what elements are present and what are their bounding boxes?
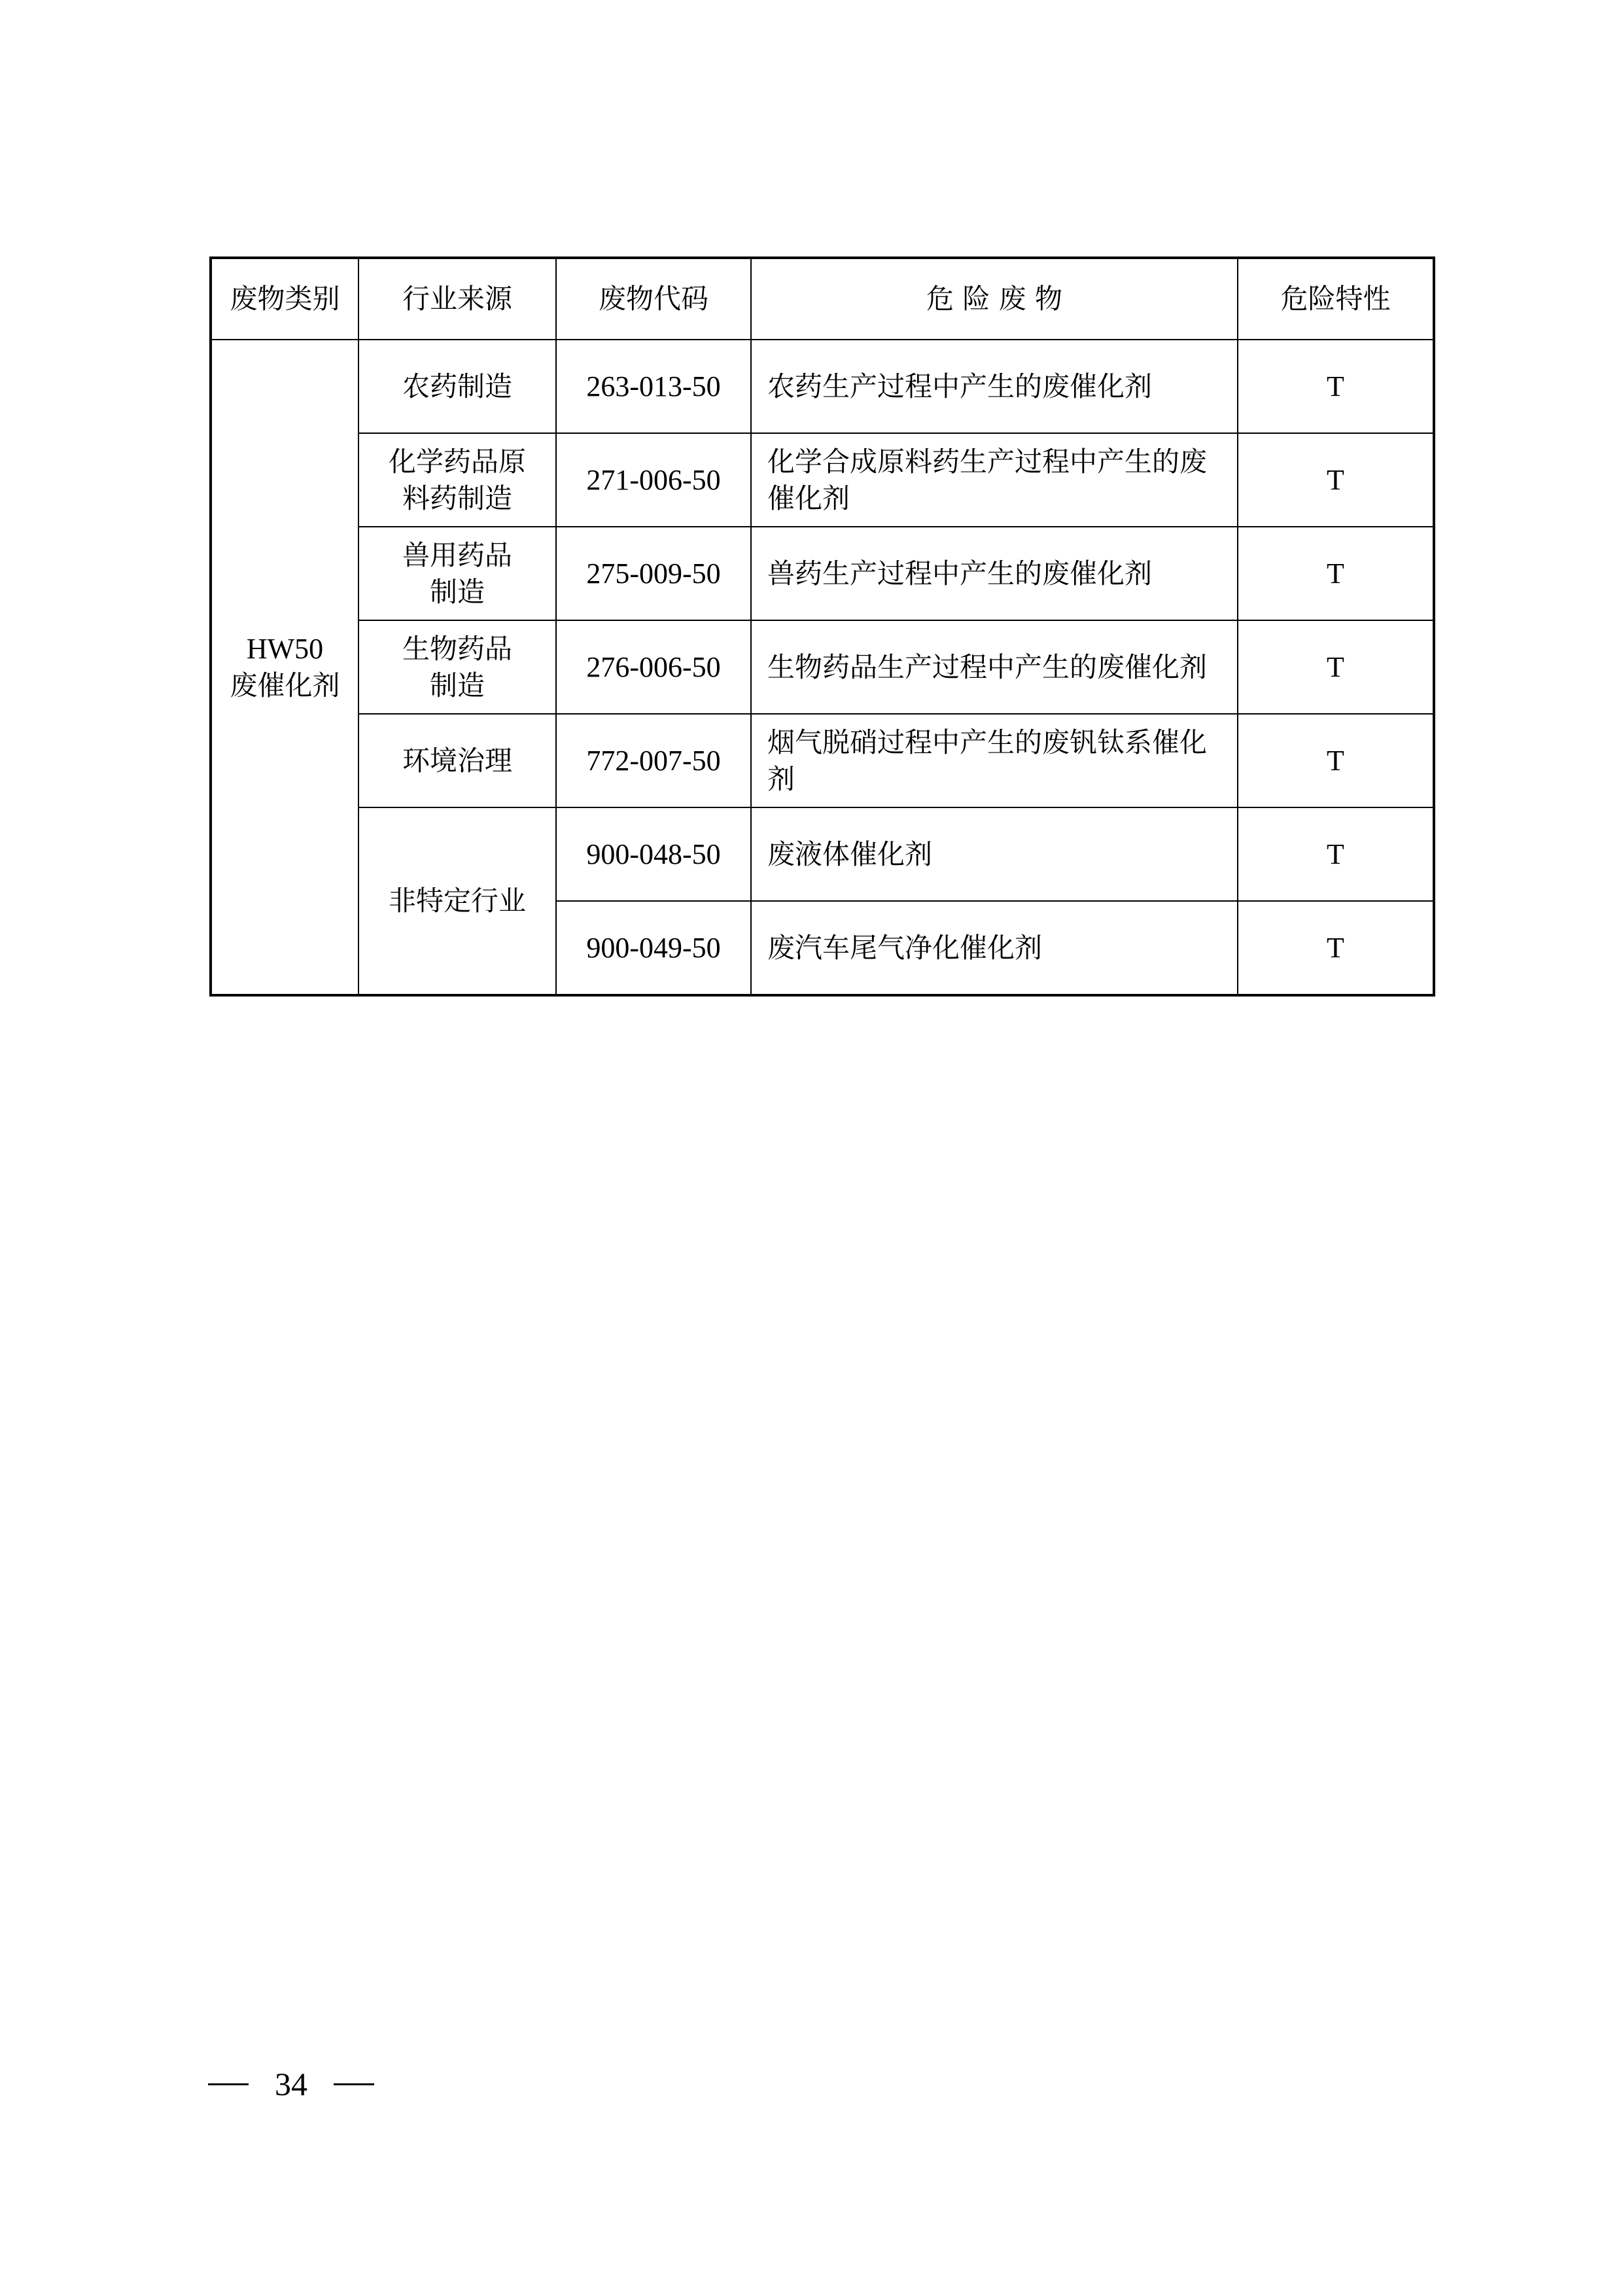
category-cell — [211, 340, 358, 995]
page-footer — [208, 2061, 374, 2107]
table-row — [211, 807, 1434, 901]
table-row — [211, 620, 1434, 714]
page-number: 34 — [275, 2066, 307, 2102]
code-cell: 900-048-50 — [556, 807, 751, 901]
hazardous-waste-table — [209, 256, 1435, 997]
waste-cell: 农药生产过程中产生的废催化剂 — [751, 340, 1238, 433]
code-cell: 263-013-50 — [556, 340, 751, 433]
header-category: 废物类别 — [211, 258, 358, 340]
waste-cell: 废汽车尾气净化催化剂 — [751, 901, 1238, 995]
table-row — [211, 433, 1434, 527]
footer-dash-left — [208, 2083, 249, 2085]
header-code: 废物代码 — [556, 258, 751, 340]
industry-cell: 兽用药品制造 — [358, 527, 556, 620]
code-cell: 276-006-50 — [556, 620, 751, 714]
hazard-cell: T — [1238, 527, 1434, 620]
footer-dash-right — [334, 2083, 374, 2085]
waste-cell: 兽药生产过程中产生的废催化剂 — [751, 527, 1238, 620]
table-header-row — [211, 258, 1434, 340]
header-hazard: 危险特性 — [1238, 258, 1434, 340]
header-industry: 行业来源 — [358, 258, 556, 340]
code-cell: 275-009-50 — [556, 527, 751, 620]
category-code: HW50 — [246, 632, 324, 665]
category-name: 废催化剂 — [230, 669, 340, 701]
industry-cell: 环境治理 — [358, 714, 556, 807]
industry-cell: 生物药品制造 — [358, 620, 556, 714]
table-row — [211, 527, 1434, 620]
waste-cell: 化学合成原料药生产过程中产生的废催化剂 — [751, 433, 1238, 527]
code-cell: 772-007-50 — [556, 714, 751, 807]
hazard-cell: T — [1238, 620, 1434, 714]
hazard-cell: T — [1238, 807, 1434, 901]
table-row — [211, 340, 1434, 433]
waste-cell: 生物药品生产过程中产生的废催化剂 — [751, 620, 1238, 714]
industry-cell: 化学药品原料药制造 — [358, 433, 556, 527]
industry-cell: 农药制造 — [358, 340, 556, 433]
waste-cell: 烟气脱硝过程中产生的废钒钛系催化剂 — [751, 714, 1238, 807]
hazard-cell: T — [1238, 433, 1434, 527]
table-row — [211, 714, 1434, 807]
code-cell: 271-006-50 — [556, 433, 751, 527]
industry-cell: 非特定行业 — [358, 807, 556, 995]
hazard-cell: T — [1238, 340, 1434, 433]
header-waste: 危 险 废 物 — [751, 258, 1238, 340]
code-cell: 900-049-50 — [556, 901, 751, 995]
hazard-cell: T — [1238, 714, 1434, 807]
waste-cell: 废液体催化剂 — [751, 807, 1238, 901]
hazard-cell: T — [1238, 901, 1434, 995]
